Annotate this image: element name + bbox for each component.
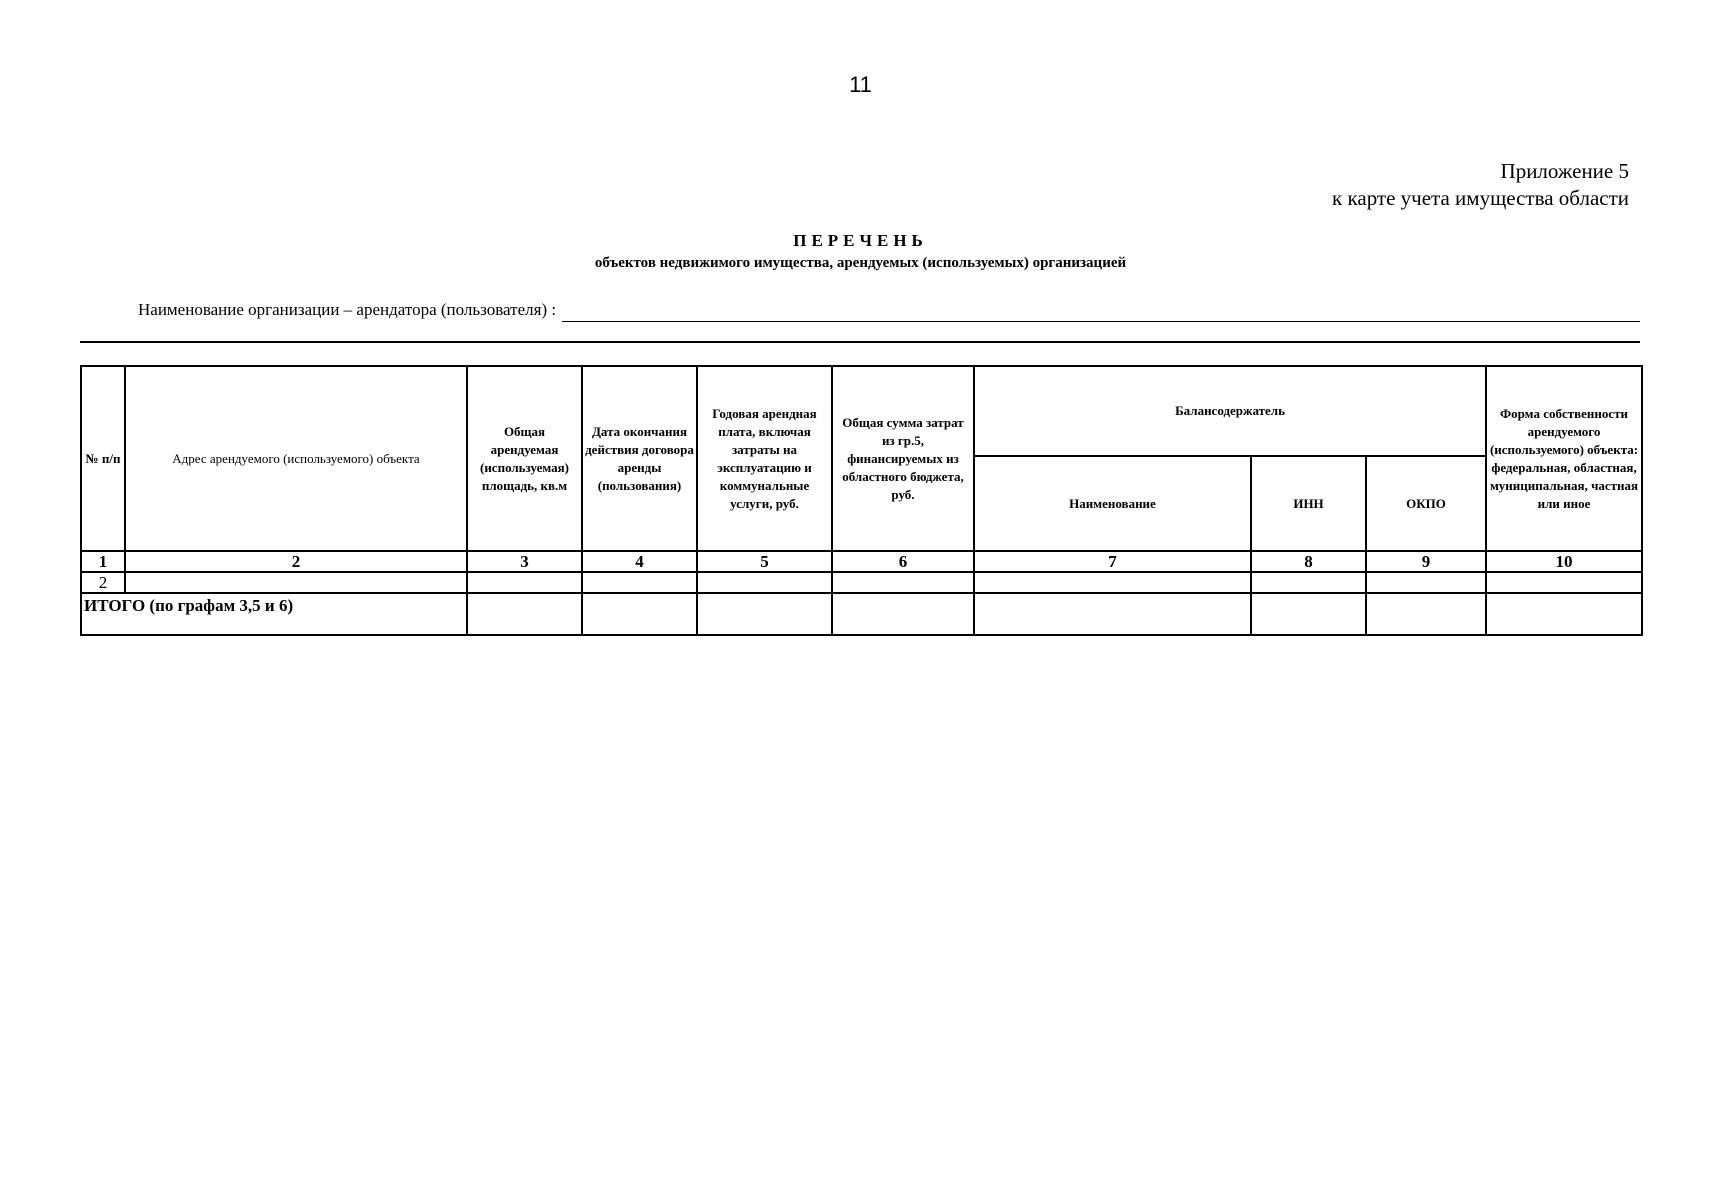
column-number: 3 — [467, 551, 582, 572]
document-subtitle: объектов недвижимого имущества, арендуемых (используемых) организацией — [594, 255, 1127, 271]
page-number: 11 — [849, 72, 872, 97]
total-end-date-cell[interactable] — [582, 593, 697, 635]
table-row — [81, 572, 1642, 593]
holder-okpo-cell[interactable] — [1366, 572, 1486, 593]
header-costs: Общая сумма затрат из гр.5, финансируемых из областного бюджета, руб. — [832, 366, 974, 551]
document-title: ПЕРЕЧЕНЬ — [793, 231, 928, 250]
rent-cell[interactable] — [697, 572, 832, 593]
column-number: 7 — [974, 551, 1251, 572]
header-holder-inn: ИНН — [1251, 456, 1366, 551]
total-rent-cell[interactable] — [697, 593, 832, 635]
total-holder-name-cell[interactable] — [974, 593, 1251, 635]
header-holder-name: Наименование — [974, 456, 1251, 551]
column-number: 9 — [1366, 551, 1486, 572]
org-name-label: Наименование организации – арендатора (пользователя) : — [138, 300, 557, 319]
header-ownership: Форма собственности арендуемого (используемого) объекта: федеральная, областная, муниципальная, частная или иное — [1486, 366, 1642, 551]
total-costs-cell[interactable] — [832, 593, 974, 635]
org-name-second-line — [80, 341, 1640, 343]
total-area-cell[interactable] — [467, 593, 582, 635]
column-number: 8 — [1251, 551, 1366, 572]
appendix-line-1: Приложение 5 — [1500, 159, 1629, 183]
row-number: 2 — [81, 572, 125, 593]
column-number: 1 — [81, 551, 125, 572]
address-cell[interactable] — [125, 572, 467, 593]
holder-inn-cell[interactable] — [1251, 572, 1366, 593]
total-holder-inn-cell[interactable] — [1251, 593, 1366, 635]
header-row-top — [81, 366, 1642, 456]
column-number: 10 — [1486, 551, 1642, 572]
total-label: ИТОГО (по графам 3,5 и 6) — [81, 593, 467, 635]
total-row — [81, 593, 1642, 635]
total-holder-okpo-cell[interactable] — [1366, 593, 1486, 635]
org-name-field[interactable] — [562, 301, 1640, 322]
end-date-cell[interactable] — [582, 572, 697, 593]
header-rent: Годовая арендная плата, включая затраты на эксплуатацию и коммунальные услуги, руб. — [697, 366, 832, 551]
holder-name-cell[interactable] — [974, 572, 1251, 593]
total-ownership-cell[interactable] — [1486, 593, 1642, 635]
column-number: 5 — [697, 551, 832, 572]
appendix-note — [1332, 158, 1629, 212]
header-holder-okpo: ОКПО — [1366, 456, 1486, 551]
column-number: 6 — [832, 551, 974, 572]
area-cell[interactable] — [467, 572, 582, 593]
column-number: 2 — [125, 551, 467, 572]
column-number: 4 — [582, 551, 697, 572]
column-number-row — [81, 551, 1642, 572]
property-table — [80, 365, 1643, 636]
org-name-row — [138, 298, 1640, 322]
header-area: Общая арендуемая (используемая) площадь, кв.м — [467, 366, 582, 551]
header-address: Адрес арендуемого (используемого) объекта — [125, 366, 467, 551]
appendix-line-2: к карте учета имущества области — [1332, 186, 1629, 210]
header-num: № п/п — [81, 366, 125, 551]
ownership-cell[interactable] — [1486, 572, 1642, 593]
header-end-date: Дата окончания действия договора аренды (пользования) — [582, 366, 697, 551]
costs-cell[interactable] — [832, 572, 974, 593]
header-holder: Балансодержатель — [974, 366, 1486, 456]
